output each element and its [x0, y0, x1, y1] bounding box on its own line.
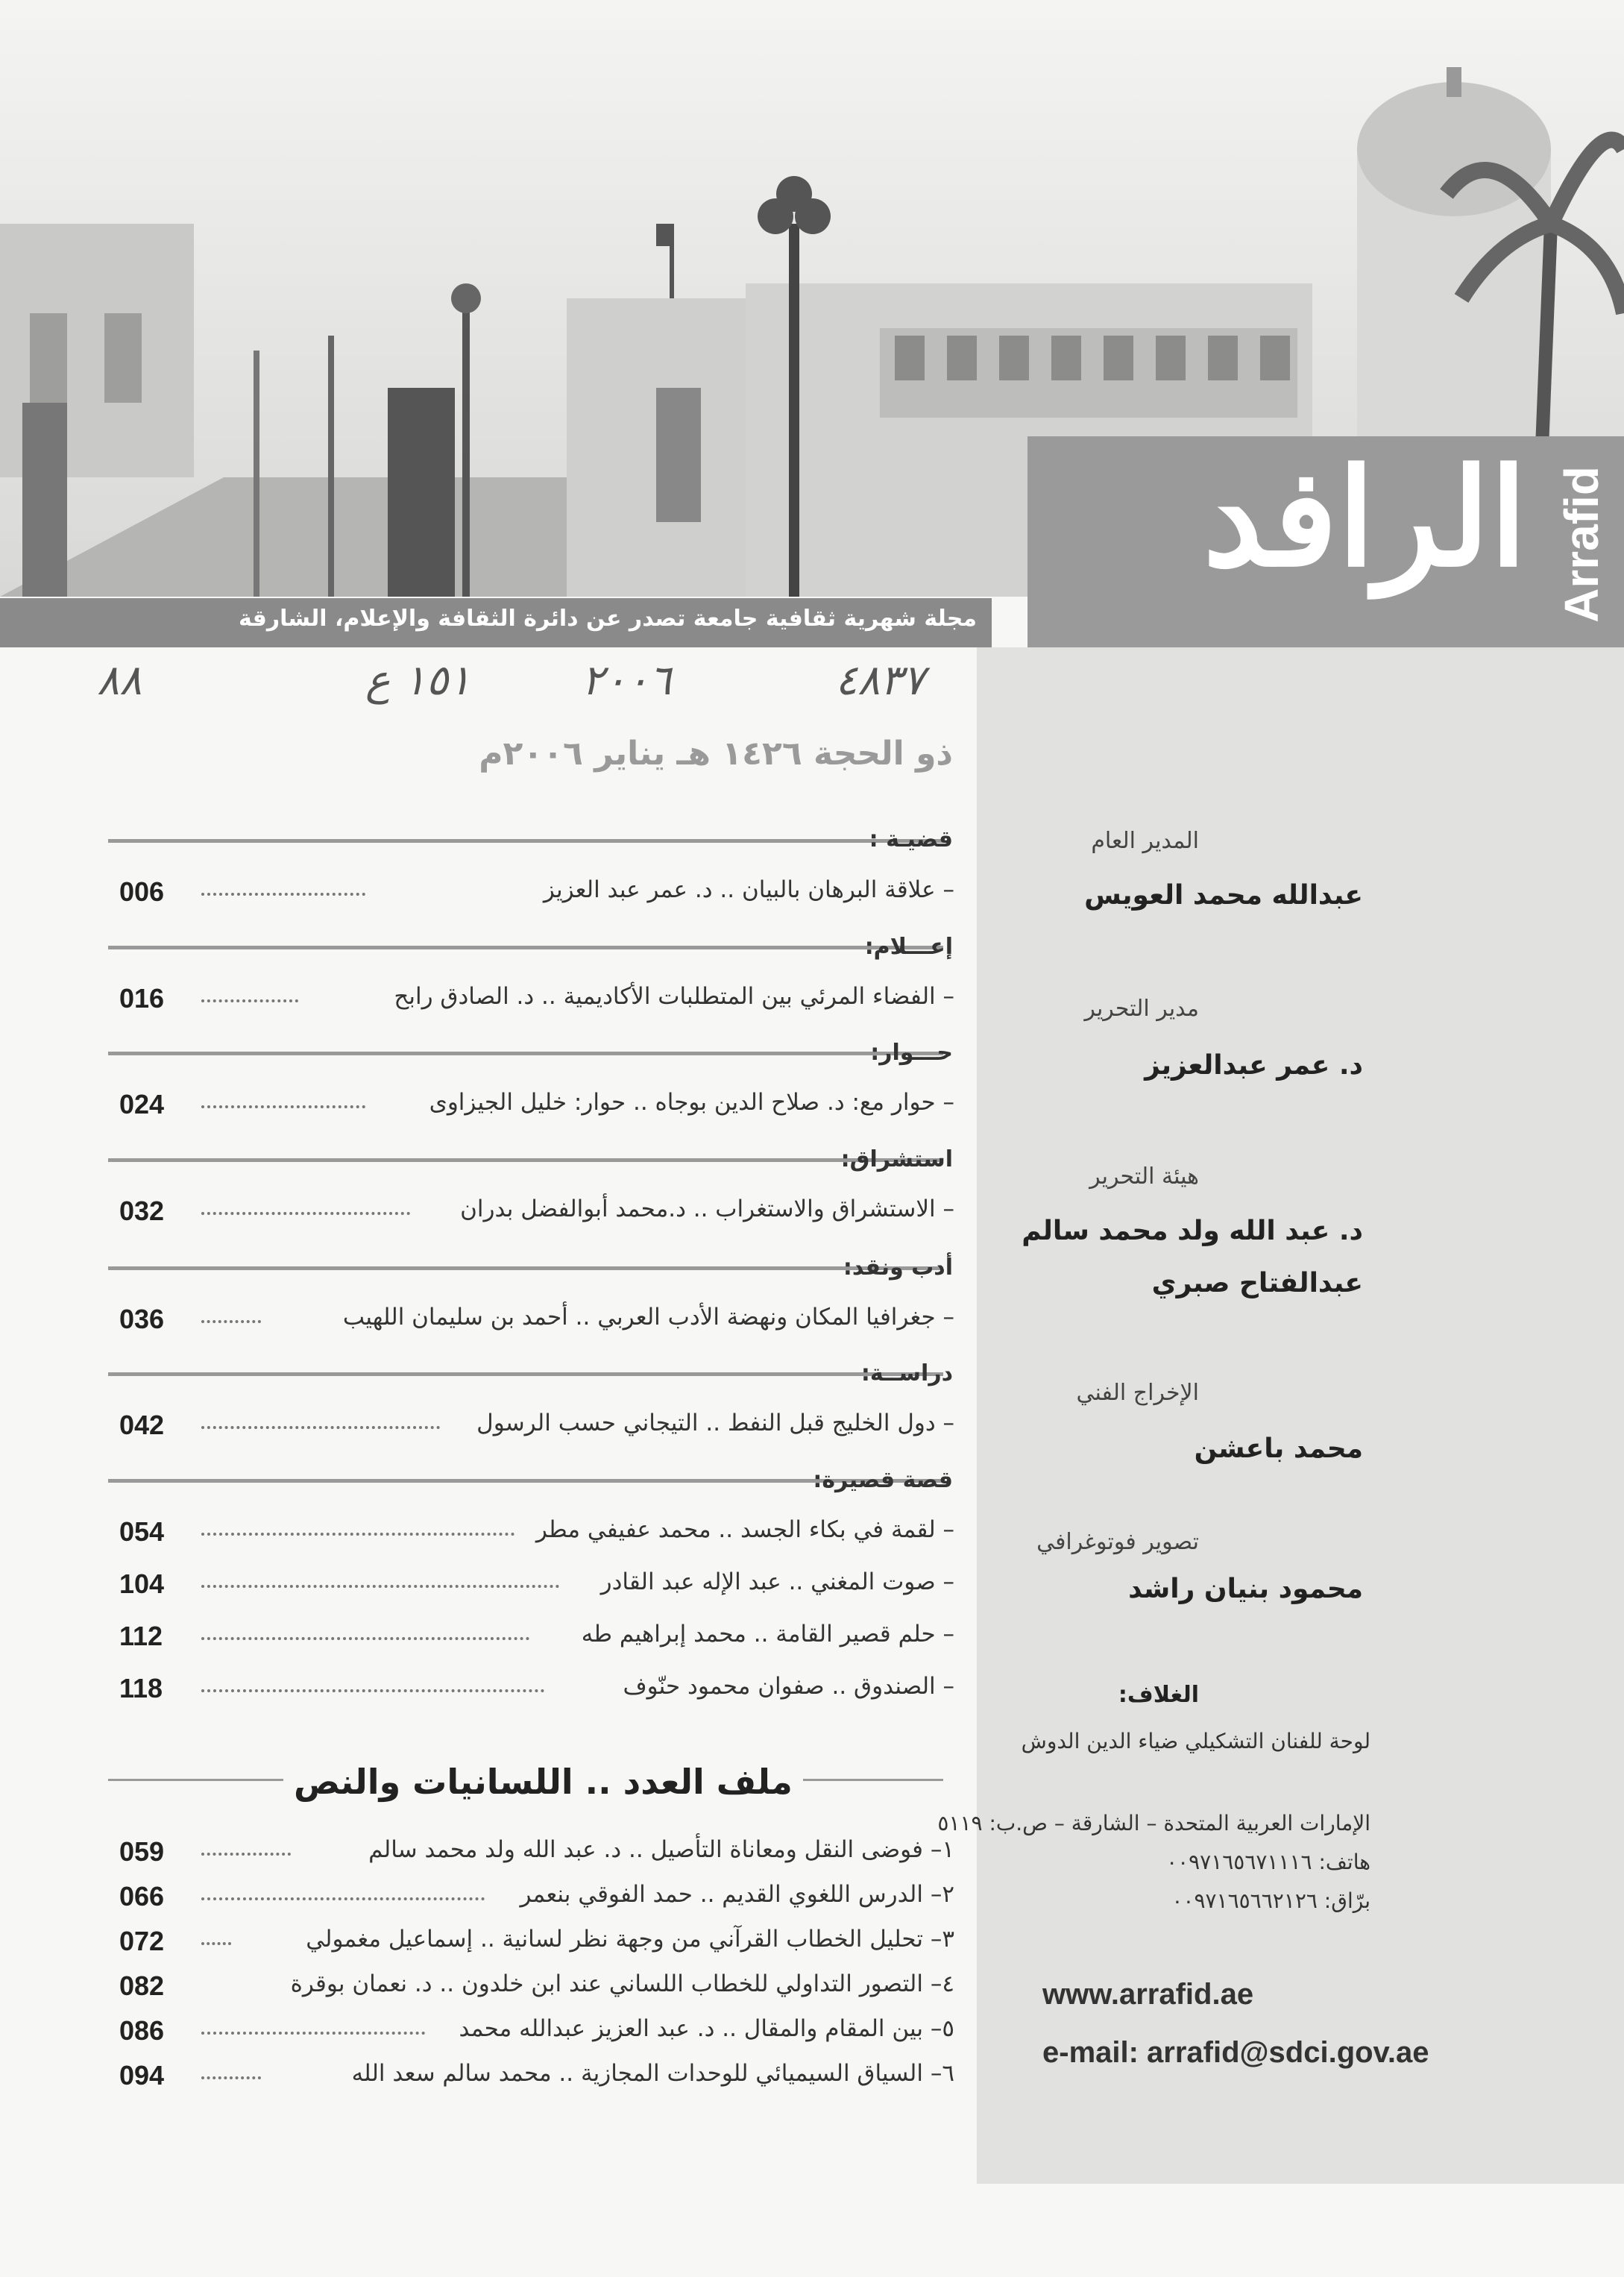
gm-name: عبدالله محمد العويس: [1084, 880, 1363, 911]
toc-entry[interactable]: [119, 1410, 954, 1447]
leader-dots: [201, 1897, 485, 1900]
art-role: الإخراج الفني: [1076, 1380, 1199, 1406]
address: الإمارات العربية المتحدة – الشارقة – ص.ب: ٥١١٩: [937, 1811, 1370, 1835]
cover-desc: لوحة للفنان التشكيلي ضياء الدين الدوش: [1021, 1729, 1370, 1753]
website-link[interactable]: www.arrafid.ae: [1042, 1978, 1254, 2011]
board-name: عبدالفتاح صبري: [1151, 1268, 1363, 1298]
leader-dots: [201, 1853, 291, 1856]
page-number: 006: [119, 876, 165, 907]
toc-entry[interactable]: [119, 1568, 954, 1606]
page-number: 112: [119, 1621, 163, 1651]
hand-note: ١٥١ ع: [365, 656, 471, 705]
page-number: 059: [119, 1836, 165, 1867]
entry-text: ٥– بين المقام والمقال .. د. عبد العزيز عبدالله محمد: [459, 2015, 954, 2042]
toc-entry[interactable]: [119, 1304, 954, 1341]
file-entry[interactable]: [119, 1970, 954, 2008]
leader-dots: [201, 1942, 231, 1945]
page-number: 054: [119, 1516, 165, 1547]
page-number: 086: [119, 2015, 165, 2046]
leader-dots: [201, 893, 365, 896]
bottom-margin: [0, 2184, 1624, 2277]
leader-dots: [201, 1689, 544, 1692]
section-rule: [108, 1372, 943, 1376]
entry-text: – جغرافيا المكان ونهضة الأدب العربي .. أحمد بن سليمان اللهيب: [342, 1304, 954, 1331]
section-title: قصة قصيرة:: [813, 1467, 953, 1493]
photo-role: تصوير فوتوغرافي: [1036, 1529, 1199, 1555]
page-number: 042: [119, 1410, 165, 1440]
staff-sidebar: [977, 647, 1624, 2184]
editor-role: مدير التحرير: [1084, 996, 1199, 1022]
logo-panel: [1027, 436, 1624, 647]
section-rule: [108, 839, 943, 843]
section-title: دراســة:: [860, 1360, 953, 1386]
leader-dots: [201, 1105, 365, 1108]
cover-role: الغلاف:: [1118, 1682, 1199, 1708]
leader-dots: [201, 1212, 410, 1215]
toc-entry[interactable]: [119, 1621, 954, 1658]
file-entry[interactable]: [119, 1881, 954, 1918]
entry-text: ٤– التصور التداولي للخطاب اللساني عند ابن خلدون .. د. نعمان بوقرة: [290, 1970, 954, 1997]
leader-dots: [201, 1637, 529, 1640]
section-title: أدب ونقد:: [843, 1254, 953, 1281]
art-name: محمد باعشن: [1194, 1433, 1363, 1464]
section-rule: [108, 1158, 943, 1162]
section-title: حـــوار:: [870, 1040, 953, 1066]
leader-dots: [201, 999, 298, 1002]
page-number: 024: [119, 1089, 165, 1119]
toc-entry[interactable]: [119, 1673, 954, 1710]
entry-text: – دول الخليج قبل النفط .. التيجاني حسب الرسول: [476, 1410, 954, 1436]
file-entry[interactable]: [119, 2060, 954, 2097]
toc-entry[interactable]: [119, 876, 954, 914]
issue-date: ذو الحجة ١٤٢٦ هـ يناير ٢٠٠٦م: [479, 735, 953, 773]
leader-dots: [201, 1320, 261, 1323]
entry-text: – صوت المغني .. عبد الإله عبد القادر: [600, 1568, 954, 1595]
toc-entry[interactable]: [119, 1196, 954, 1233]
handwritten-notes: [97, 656, 969, 716]
section-rule: [108, 1052, 943, 1055]
entry-text: ٦– السياق السيميائي للوحدات المجازية .. محمد سالم سعد الله: [351, 2060, 954, 2087]
entry-text: – الاستشراق والاستغراب .. د.محمد أبوالفضل بدران: [460, 1196, 954, 1222]
section-rule: [108, 946, 943, 949]
leader-dots: [201, 1585, 559, 1588]
page-number: 072: [119, 1926, 165, 1956]
entry-text: – الصندوق .. صفوان محمود حنّوف: [623, 1673, 954, 1700]
editor-name: د. عمر عبدالعزيز: [1145, 1050, 1363, 1081]
file-title: ملف العدد .. اللسانيات والنص: [283, 1762, 803, 1802]
logo-english: Arrafid: [1555, 466, 1608, 623]
phone: هاتف: ٠٠٩٧١٦٥٦٧١١١٦: [1166, 1850, 1370, 1874]
toc-entry[interactable]: [119, 1089, 954, 1126]
page-number: 082: [119, 1970, 165, 2001]
entry-text: ٢– الدرس اللغوي القديم .. حمد الفوقي بنعمر: [520, 1881, 954, 1908]
page-number: 118: [119, 1673, 163, 1703]
section-title: قضيـة :: [869, 826, 953, 852]
file-entry[interactable]: [119, 1836, 954, 1874]
hand-note: ٤٨٣٧: [835, 656, 925, 705]
logo-arabic: الرافد: [1203, 439, 1527, 597]
leader-dots: [201, 1533, 514, 1536]
tagline-bar: [0, 598, 992, 647]
leader-dots: [201, 2032, 425, 2035]
section-title: إعـــلام:: [864, 934, 953, 960]
fax: برّاق: ٠٠٩٧١٦٥٦٦٢١٢٦: [1171, 1888, 1370, 1913]
board-role: هيئة التحرير: [1089, 1163, 1199, 1190]
page-number: 016: [119, 983, 165, 1014]
email-link[interactable]: e-mail: arrafid@sdci.gov.ae: [1042, 2036, 1429, 2069]
hand-note: ٢٠٠٦: [582, 656, 672, 705]
entry-text: – الفضاء المرئي بين المتطلبات الأكاديمية .. د. الصادق رابح: [394, 983, 954, 1010]
page-number: 032: [119, 1196, 165, 1226]
leader-dots: [201, 1426, 440, 1429]
toc-entry[interactable]: [119, 983, 954, 1020]
toc-entry[interactable]: [119, 1516, 954, 1554]
page-number: 094: [119, 2060, 165, 2091]
entry-text: – علاقة البرهان بالبيان .. د. عمر عبد العزيز: [543, 876, 954, 903]
entry-text: – لقمة في بكاء الجسد .. محمد عفيفي مطر: [535, 1516, 954, 1543]
hand-note: ٨٨: [97, 656, 142, 705]
leader-dots: [201, 2076, 261, 2079]
page-number: 036: [119, 1304, 165, 1334]
file-entry[interactable]: [119, 1926, 954, 1963]
entry-text: ١– فوضى النقل ومعاناة التأصيل .. د. عبد الله ولد محمد سالم: [368, 1836, 954, 1863]
tagline: مجلة شهرية ثقافية جامعة تصدر عن دائرة الثقافة والإعلام، الشارقة: [239, 606, 977, 632]
page-number: 066: [119, 1881, 165, 1912]
section-title: استشراق:: [840, 1146, 953, 1172]
photo-name: محمود بنيان راشد: [1128, 1574, 1363, 1604]
page-number: 104: [119, 1568, 165, 1599]
entry-text: – حوار مع: د. صلاح الدين بوجاه .. حوار: خليل الجيزاوى: [429, 1089, 954, 1116]
gm-role: المدير العام: [1091, 828, 1199, 854]
file-entry[interactable]: [119, 2015, 954, 2053]
entry-text: – حلم قصير القامة .. محمد إبراهيم طه: [581, 1621, 954, 1648]
board-name: د. عبد الله ولد محمد سالم: [1022, 1216, 1363, 1246]
section-rule: [108, 1266, 943, 1270]
entry-text: ٣– تحليل الخطاب القرآني من وجهة نظر لسانية .. إسماعيل مغمولي: [306, 1926, 954, 1953]
